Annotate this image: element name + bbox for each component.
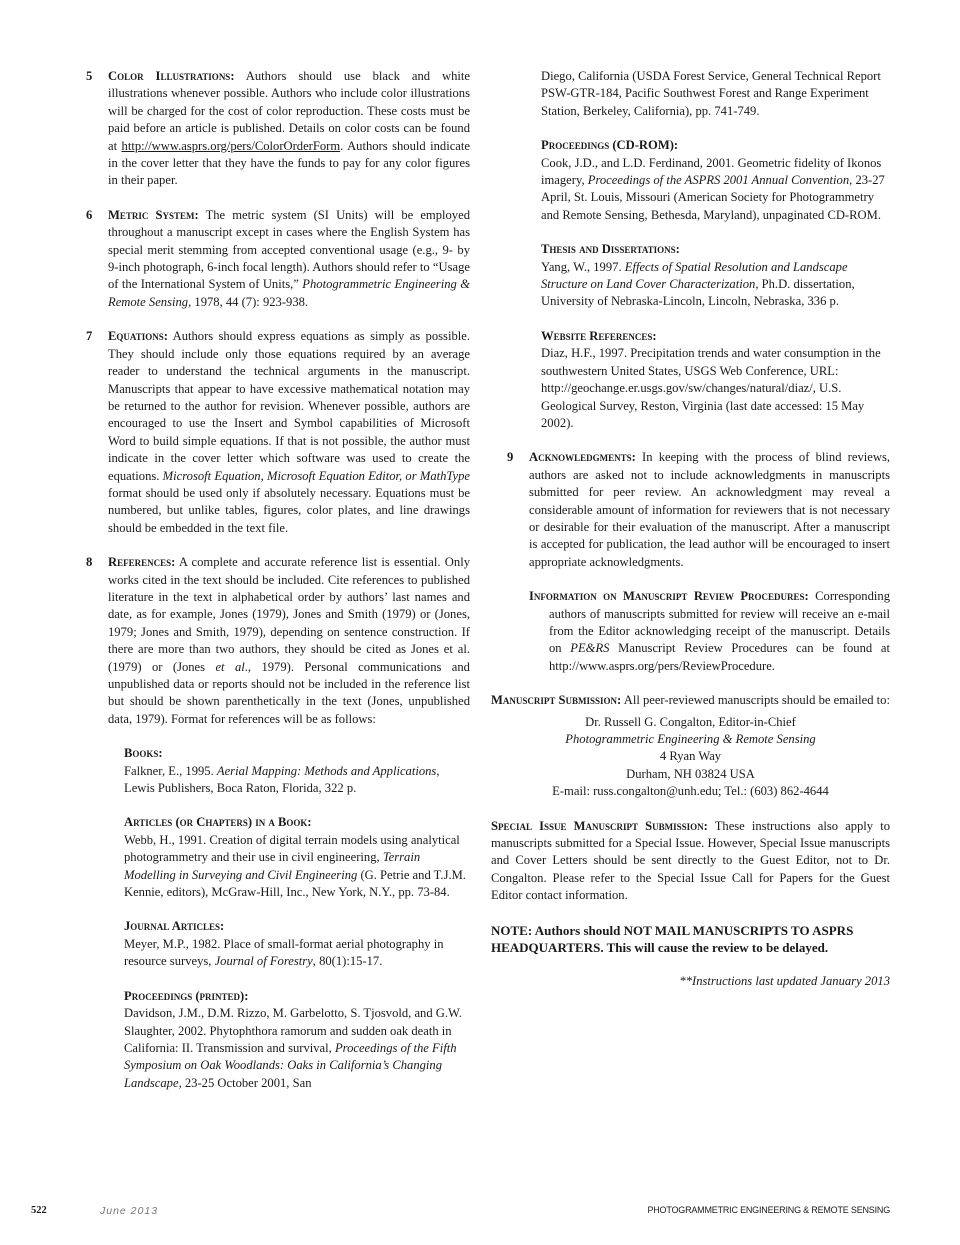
reference-part: Yang, W., 1997. — [541, 259, 625, 274]
section-text: These instructions also apply to manuscripts submitted for a Special Issue. However, Special Issue manuscripts and Cover Letters should be sent directly to the Guest Editor, not to Dr. Congalton. Please refer to the Special Issue Call for Papers for the Guest Editor contact information. — [491, 818, 890, 903]
right-column — [491, 68, 890, 991]
last-updated-note: **Instructions last updated January 2013 — [679, 974, 890, 989]
reference-example-journal — [124, 918, 470, 970]
reference-text — [124, 763, 470, 798]
item-number: 8 — [86, 555, 93, 570]
item-text: The metric system (SI Units) will be employed throughout a manuscript except in cases where the English System has special merit stemming from accepted conventional usage (e.g., 9- by 9-inch photograph, 6-inch focal length). Authors should refer to “Usage of the International System of Units,” — [108, 207, 470, 292]
reference-title: Effects of Spatial Resolution and Landscape Structure on Land Cover Characterization — [541, 259, 848, 292]
manuscript-submission-section — [491, 692, 890, 709]
reference-part: , 80(1):15-17. — [312, 954, 383, 969]
item-number: 7 — [86, 329, 93, 344]
reference-example-website — [541, 328, 890, 432]
item-heading: Equations: — [108, 329, 168, 344]
reference-part: Davidson, J.M., D.M. Rizzo, M. Garbelotto, S. Tjosvold, and G.W. Slaughter, 2002. Phytophthora ramorum and sudden oak death in California: II. Transmission and survival, — [124, 1006, 462, 1055]
reference-heading: Thesis and Dissertations: — [541, 242, 680, 257]
section-text: Corresponding authors of manuscripts submitted for review will receive an e-mail from the Editor acknowledging receipt of the manuscript. Details on — [549, 589, 890, 656]
item-text: ., 1979). Personal communications and unpublished data or reports should not be included in the reference list but should be shown parenthetically in the text (Jones, unpublished data, 1979). Format for references will be as follows: — [108, 659, 470, 726]
reference-part: Meyer, M.P., 1982. Place of small-format aerial photography in resource surveys, — [124, 936, 444, 969]
instruction-item-9 — [507, 449, 890, 571]
item-heading: Metric System: — [108, 207, 199, 222]
instruction-item-6 — [86, 207, 470, 311]
instruction-item-8 — [86, 554, 470, 728]
street-address: 4 Ryan Way — [659, 749, 722, 764]
section-italic: PE&RS — [570, 641, 610, 656]
reference-continuation — [541, 68, 890, 120]
page-number: 522 — [31, 1205, 47, 1216]
item-heading: Color Illustrations: — [108, 69, 235, 83]
instruction-item-5 — [86, 68, 470, 190]
reference-text — [541, 155, 890, 225]
item-italic: et al — [215, 659, 245, 674]
section-text: Manuscript Review Procedures can be found at http://www.asprs.org/pers/ReviewProcedure. — [549, 641, 890, 673]
reference-example-articles — [124, 814, 470, 901]
reference-part: (G. Petrie and T.J.M. Kennie, editors), McGraw-Hill, Inc., New York, N.Y., pp. 73-84. — [124, 867, 466, 900]
reference-example-cdrom — [541, 137, 890, 224]
reference-title: Journal of Forestry — [214, 954, 313, 969]
reference-part: , Ph.D. dissertation, University of Nebraska-Lincoln, Lincoln, Nebraska, 336 p. — [541, 277, 855, 309]
reference-heading: Website References: — [541, 328, 657, 343]
item-text: . Authors should indicate in the cover letter that they have the funds to pay for any color figures in their paper. — [108, 138, 470, 188]
reference-part: Cook, J.D., and L.D. Ferdinand, 2001. Geometric fidelity of Ikonos imagery, — [541, 155, 882, 188]
reference-part: , 23-25 October 2001, San — [178, 1075, 312, 1090]
editor-name: Dr. Russell G. Congalton, Editor-in-Chief — [585, 714, 796, 729]
item-text: format should be used only if absolutely necessary. Equations must be numbered, but unlike tables, figures, color plates, and line drawings should be embedded in the text file. — [108, 485, 470, 535]
reference-heading: Books: — [124, 746, 163, 761]
reference-part: , Lewis Publishers, Boca Raton, Florida, 322 p. — [124, 763, 440, 796]
reference-part: Falkner, E., 1995. — [124, 763, 217, 778]
item-text: A complete and accurate reference list is essential. Only works cited in the text should be included. Cite references to published literature in the text in alphabetical order by authors’ last names and date, as for example, Jones (1979), Jones and Smith (1979) or (Jones, 1979; Jones and Smith, 1979), depending on sentence construction. If there are more than two authors, they should be cited as Jones et al. (1979) or (Jones — [108, 555, 470, 674]
reference-title: Proceedings of the Fifth Symposium on Oak Woodlands: Oaks in California’s Changing Landscape — [124, 1040, 457, 1090]
reference-title: Proceedings of the ASPRS 2001 Annual Convention — [587, 173, 850, 188]
reference-text — [124, 936, 470, 971]
section-heading: Information on Manuscript Review Procedures: — [529, 589, 809, 604]
reference-text — [124, 832, 470, 902]
section-text: All peer-reviewed manuscripts should be emailed to: — [621, 693, 890, 708]
item-number: 9 — [507, 450, 514, 465]
item-text: Authors should use black and white illustrations whenever possible. Authors who include color illustrations will be charged for the cost of color reproduction. These costs must be paid before an article is published. Details on color costs can be found at — [108, 69, 470, 153]
reference-heading: Proceedings (CD-ROM): — [541, 138, 679, 153]
item-text: , 1978, 44 (7): 923-938. — [188, 294, 309, 309]
item-number: 5 — [86, 69, 93, 83]
review-procedures-section — [511, 588, 890, 675]
reference-heading: Articles (or Chapters) in a Book: — [124, 815, 312, 830]
section-heading: Manuscript Submission: — [491, 693, 622, 708]
reference-text: Diaz, H.F., 1997. Precipitation trends and water consumption in the southwestern United States, USGS Web Conference, URL: http://geochange.er.usgs.gov/sw/changes/natural/diaz/, U.S. Geological Survey, Reston, Virginia (last date accessed: 15 May 2002). — [541, 346, 881, 430]
journal-footer-title: PHOTOGRAMMETRIC ENGINEERING & REMOTE SENSING — [647, 1205, 890, 1215]
editor-address-block — [491, 714, 890, 801]
reference-text: Diego, California (USDA Forest Service, General Technical Report PSW-GTR-184, Pacific Southwest Forest and Range Experiment Station, Berkeley, California), pp. 741-749. — [541, 69, 881, 118]
journal-name: Photogrammetric Engineering & Remote Sensing — [565, 732, 816, 746]
issue-date: June 2013 — [100, 1205, 159, 1217]
city-address: Durham, NH 03824 USA — [626, 766, 755, 781]
item-text: Authors should express equations as simply as possible. They should include only those equations required by an average reader to understand the technical arguments in the manuscript. Manuscripts that appear to have excessive mathematical notation may be returned to the author for revision. Whenever possible, authors are encouraged to use the Insert and Symbol capabilities of Microsoft Word to build simple equations. If that is not possible, the author must indicate in the cover letter which software was used to create the equations. — [108, 329, 470, 483]
section-heading: Special Issue Manuscript Submission: — [491, 818, 708, 833]
item-italic: Microsoft Equation, Microsoft Equation Editor, or MathType — [162, 468, 470, 483]
reference-example-thesis — [541, 241, 890, 311]
reference-text — [541, 259, 890, 311]
reference-heading: Journal Articles: — [124, 919, 225, 934]
reference-example-books — [124, 745, 470, 797]
instruction-item-7 — [86, 328, 470, 537]
reference-title: Terrain Modelling in Surveying and Civil Engineering — [124, 850, 421, 882]
reference-part: Webb, H., 1991. Creation of digital terrain models using analytical photogrammetry and their use in civil engineering, — [124, 832, 460, 865]
reference-title: Aerial Mapping: Methods and Applications — [216, 763, 437, 778]
item-heading: Acknowledgments: — [529, 450, 636, 465]
color-order-form-link[interactable]: http://www.asprs.org/pers/ColorOrderForm — [121, 138, 341, 153]
left-column — [86, 68, 470, 1109]
item-number: 6 — [86, 207, 93, 222]
item-italic: Photogrammetric Engineering & Remote Sensing — [108, 277, 470, 309]
reference-text — [124, 1005, 470, 1092]
item-heading: References: — [108, 555, 176, 570]
reference-heading: Proceedings (printed): — [124, 988, 249, 1003]
reference-part: , 23-27 April, St. Louis, Missouri (American Society for Photogrammetry and Remote Sensing, Bethesda, Maryland), unpaginated CD-ROM. — [541, 173, 885, 222]
reference-example-proceedings-printed — [124, 988, 470, 1092]
editor-contact: E-mail: russ.congalton@unh.edu; Tel.: (603) 862-4644 — [552, 784, 829, 799]
item-text: In keeping with the process of blind reviews, authors are asked not to include acknowledgments in manuscripts submitted for peer review. An acknowledgment may reveal a considerable amount of information for reviewers that is not necessary or desirable for their evaluation of the manuscript. After a manuscript is accepted for publication, the lead author will be encouraged to insert appropriate acknowledgments. — [529, 450, 890, 569]
special-issue-section — [491, 818, 890, 905]
mailing-note: NOTE: Authors should NOT MAIL MANUSCRIPTS TO ASPRS HEADQUARTERS. This will cause the review to be delayed. — [491, 922, 854, 956]
